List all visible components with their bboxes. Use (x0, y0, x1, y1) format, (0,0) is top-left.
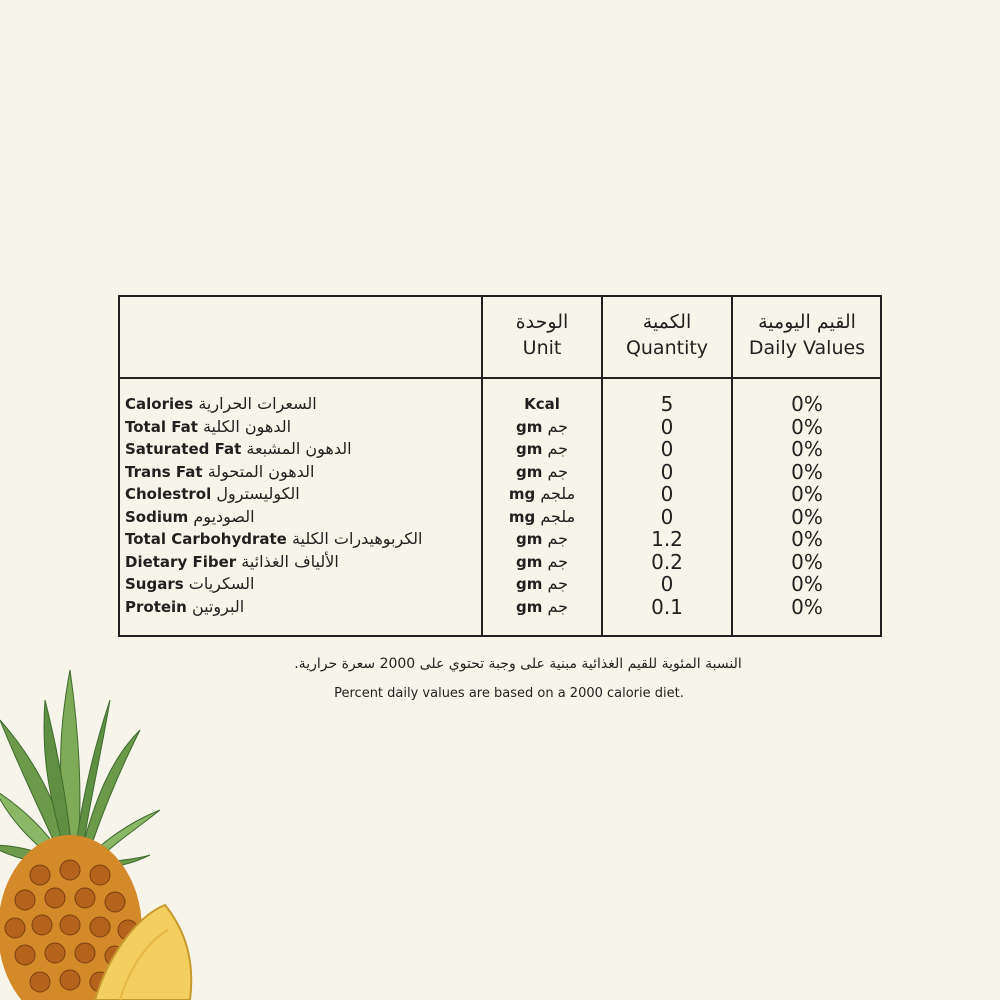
quantity-cell: 5 (660, 392, 674, 416)
quantity-cell: 0 (660, 414, 674, 439)
unit-en: gm (515, 575, 543, 593)
daily-value-cell: 0% (791, 459, 823, 484)
nutrient-name-en: Sodium (125, 507, 189, 526)
header-divider (120, 377, 880, 379)
unit-cell (483, 461, 601, 484)
unit-cell (483, 551, 601, 574)
unit-ar: جم (547, 439, 568, 458)
quantity-cell: 1.2 (651, 527, 683, 551)
unit-en: gm (515, 462, 543, 481)
nutrient-name-en: Dietary Fiber (125, 552, 237, 571)
unit-cell (483, 393, 601, 416)
table-row (120, 393, 880, 416)
daily-value-cell: 0% (791, 504, 823, 529)
nutrient-name-ar: الدهون الكلية (202, 416, 292, 436)
unit-cell (483, 528, 601, 551)
unit-en: gm (515, 417, 543, 436)
nutrient-name (125, 596, 244, 619)
quantity-cell: 0 (660, 482, 674, 506)
nutrient-name (125, 506, 255, 529)
nutrient-name-ar: الصوديوم (193, 506, 255, 526)
table-row (120, 438, 880, 461)
nutrient-name-en: Total Fat (125, 417, 198, 436)
unit-cell (483, 483, 601, 506)
nutrient-name-ar: السعرات الحرارية (198, 394, 317, 413)
unit-cell (483, 596, 601, 619)
pineapple-illustration (0, 660, 200, 1000)
quantity-cell: 0 (660, 459, 674, 484)
nutrient-name-ar: الكوليسترول (216, 484, 300, 503)
daily-value-cell: 0% (791, 437, 823, 461)
daily-value-cell: 0% (791, 414, 823, 439)
unit-cell (483, 573, 601, 596)
unit-ar: ملجم (540, 506, 576, 526)
daily-value-cell: 0% (791, 594, 823, 619)
daily-value-cell: 0% (791, 527, 823, 551)
nutrient-name (125, 393, 317, 416)
quantity-cell: 0.2 (651, 549, 683, 574)
unit-ar: جم (547, 596, 568, 616)
nutrient-name-en: Cholestrol (125, 485, 212, 503)
unit-en: gm (515, 597, 543, 616)
daily-value-cell: 0% (791, 392, 823, 416)
footnote-english: Percent daily values are based on a 2000 calorie diet. (334, 686, 684, 701)
table-row (120, 416, 880, 439)
quantity-cell: 0 (660, 504, 674, 529)
unit-en: mg (508, 485, 536, 503)
unit-ar: جم (547, 461, 568, 481)
nutrient-name-en: Protein (125, 597, 187, 616)
quantity-cell: 0 (660, 572, 674, 596)
table-row (120, 596, 880, 619)
quantity-header-ar: الكمية (642, 311, 692, 333)
unit-ar: جم (547, 416, 568, 436)
unit-en: Kcal (524, 395, 560, 413)
nutrient-name-en: Sugars (125, 575, 184, 593)
daily-values-header-ar: القيم اليومية (758, 311, 856, 333)
quantity-cell: 0.1 (651, 594, 683, 619)
nutrient-name (125, 483, 300, 506)
nutrient-name-ar: البروتين (191, 596, 245, 616)
unit-ar: ملجم (540, 484, 576, 503)
table-row (120, 528, 880, 551)
daily-value-cell: 0% (791, 572, 823, 596)
nutrient-name (125, 551, 339, 574)
table-row (120, 483, 880, 506)
nutrition-table (118, 295, 882, 637)
table-row (120, 551, 880, 574)
nutrient-name-ar: الدهون المتحولة (207, 461, 315, 481)
quantity-header (603, 309, 731, 361)
unit-en: gm (515, 440, 543, 458)
nutrient-name-ar: الألياف الغذائية (241, 551, 339, 571)
table-row (120, 573, 880, 596)
unit-header (483, 309, 601, 361)
daily-values-header-en: Daily Values (748, 337, 866, 359)
quantity-header-en: Quantity (625, 337, 709, 359)
unit-ar: جم (547, 551, 568, 571)
nutrient-name-ar: الدهون المشبعة (246, 439, 352, 458)
unit-cell (483, 416, 601, 439)
footnote-arabic: النسبة المئوية للقيم الغذائية مبنية على وجبة تحتوي على 2000 سعرة حرارية. (294, 656, 742, 672)
daily-value-cell: 0% (791, 549, 823, 574)
daily-values-header (733, 309, 881, 361)
daily-value-cell: 0% (791, 482, 823, 506)
unit-ar: جم (547, 574, 568, 593)
nutrient-name (125, 438, 352, 461)
nutrient-name-ar: الكربوهيدرات الكلية (291, 529, 423, 548)
unit-ar: جم (547, 529, 568, 548)
nutrient-name-en: Saturated Fat (125, 440, 242, 458)
nutrient-name (125, 528, 422, 551)
nutrient-name (125, 461, 314, 484)
nutrient-name-en: Calories (125, 395, 194, 413)
unit-en: gm (515, 552, 543, 571)
unit-header-ar: الوحدة (515, 311, 569, 333)
nutrition-rows (120, 393, 880, 618)
unit-en: gm (515, 530, 543, 548)
unit-cell (483, 506, 601, 529)
nutrient-name (125, 416, 291, 439)
unit-header-en: Unit (522, 337, 562, 359)
unit-cell (483, 438, 601, 461)
nutrient-name (125, 573, 254, 596)
table-row (120, 506, 880, 529)
unit-en: mg (508, 507, 536, 526)
quantity-cell: 0 (660, 437, 674, 461)
nutrient-name-en: Total Carbohydrate (125, 530, 287, 548)
table-row (120, 461, 880, 484)
nutrient-name-ar: السكريات (188, 574, 255, 593)
nutrient-name-en: Trans Fat (125, 462, 203, 481)
